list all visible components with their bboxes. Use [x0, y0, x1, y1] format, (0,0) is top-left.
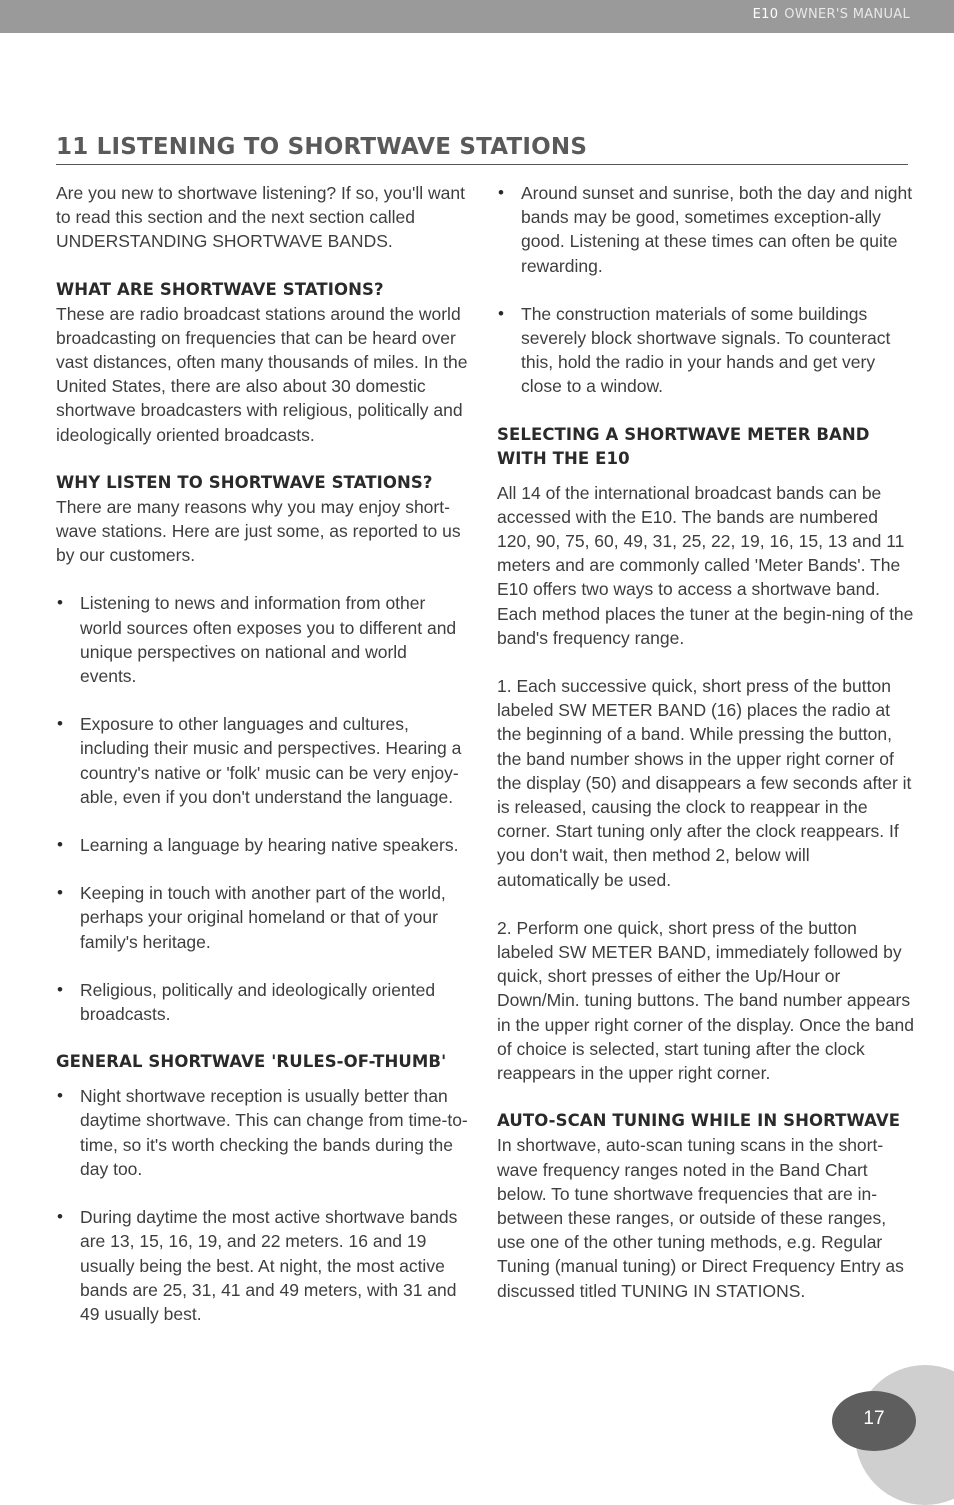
bullet-icon: • — [498, 183, 504, 202]
bullet-icon: • — [57, 593, 63, 613]
bullet-icon: • — [57, 714, 63, 734]
list-item: • Exposure to other languages and cultures, including their music and perspectives. Hearing a country's native or 'folk' music can be very enjoy-able, even if you don't understand the language. — [57, 714, 462, 807]
list-item: • During daytime the most active shortwave bands are 13, 15, 16, 19, and 22 meters. 16 and 19 usually being the best. At night, the most active bands are 25, 31, 41 and 49 meters, with 31 and 49 usually best. — [57, 1207, 458, 1324]
heading-auto-scan: AUTO-SCAN TUNING WHILE IN SHORTWAVE — [497, 1111, 901, 1131]
left-column — [56, 181, 468, 1326]
list-item: • Around sunset and sunrise, both the day and night bands may be good, sometimes exception-ally good. Listening at these times can often be quite rewarding. — [498, 183, 913, 276]
section-title: 11 LISTENING TO SHORTWAVE STATIONS — [56, 134, 908, 165]
bullet-icon: • — [57, 1086, 63, 1106]
bullet-icon: • — [57, 1207, 63, 1227]
right-column — [497, 181, 915, 1303]
header-brand — [753, 7, 910, 22]
rules-list-continued — [497, 181, 915, 399]
selecting-paragraph: All 14 of the international broadcast bands can be accessed with the E10. The bands are numbered 120, 90, 75, 60, 49, 31, 25, 22, 19, 16, 15, 13 and 11 meters and are commonly called 'Meter Bands'. The E10 offers two ways to access a shortwave band. Each method places the tuner at the begin-ning of the band's frequency range. — [497, 482, 914, 648]
header-model: E10 — [752, 7, 779, 22]
why-listen-list — [56, 591, 468, 1026]
list-item: • Listening to news and information from other world sources often exposes you to different and unique perspectives on national and world events. — [57, 593, 457, 687]
heading-rules-of-thumb: GENERAL SHORTWAVE 'RULES-OF-THUMB' — [56, 1052, 447, 1072]
method-one-paragraph: 1. Each successive quick, short press of the button labeled SW METER BAND (16) places the radio at the beginning of a band. While pressing the button, the band number shows in the upper right corner of the display (50) and disappears a few seconds after it is released, causing the clock to reappear in the corner. Start tuning only after the clock reappears. If you don't wait, then method 2, below will automatically be used. — [497, 676, 912, 890]
why-listen-paragraph: There are many reasons why you may enjoy short-wave stations. Here are just some, as reported to us by our customers. — [56, 496, 461, 566]
intro-paragraph: Are you new to shortwave listening? If so, you'll want to read this section and the next section called UNDERSTANDING SHORTWAVE BANDS. — [56, 183, 465, 252]
list-item: • Keeping in touch with another part of the world, perhaps your original homeland or that of your family's heritage. — [57, 883, 446, 952]
list-item: • Learning a language by hearing native speakers. — [56, 833, 468, 857]
bullet-icon: • — [57, 979, 63, 999]
header-manual: OWNER'S MANUAL — [784, 7, 910, 22]
heading-what-are: WHAT ARE SHORTWAVE STATIONS? — [56, 279, 384, 299]
heading-why-listen: WHY LISTEN TO SHORTWAVE STATIONS? — [56, 472, 433, 492]
page-number: 17 — [832, 1391, 916, 1451]
header-bar — [0, 0, 954, 33]
auto-scan-paragraph: In shortwave, auto-scan tuning scans in the short-wave frequency ranges noted in the Band Chart below. To tune shortwave frequencies that are in-between these ranges, or outside of these ranges, use one of the other tuning methods, e.g. Regular Tuning (manual tuning) or Direct Frequency Entry as discussed titled TUNING IN STATIONS. — [497, 1135, 904, 1301]
list-item: • Religious, politically and ideologically oriented broadcasts. — [57, 979, 436, 1025]
rules-list — [56, 1084, 468, 1326]
bullet-icon: • — [498, 303, 504, 323]
bullet-icon: • — [57, 835, 63, 855]
method-two-paragraph: 2. Perform one quick, short press of the button labeled SW METER BAND, immediately followed by quick, short presses of either the Up/Hour or Down/Min. tuning buttons. The band number appears in the upper right corner of the display. Once the band of choice is selected, start tuning after the clock reappears in the upper right corner. — [497, 917, 915, 1084]
list-item: • Night shortwave reception is usually better than daytime shortwave. This can change from time-to-time, so it's worth checking the bands during the day too. — [57, 1086, 468, 1179]
what-are-paragraph: These are radio broadcast stations around the world broadcasting on frequencies that can be heard over vast distances, often many thousands of miles. In the United States, there are also about 30 domestic shortwave broadcasters with religious, politically and ideologically oriented broadcasts. — [56, 303, 468, 445]
bullet-icon: • — [57, 883, 63, 903]
heading-selecting-band: SELECTING A SHORTWAVE METER BAND WITH THE E10 — [497, 424, 870, 468]
list-item: • The construction materials of some buildings severely block shortwave signals. To counteract this, hold the radio in your hands and get very close to a window. — [498, 303, 891, 397]
